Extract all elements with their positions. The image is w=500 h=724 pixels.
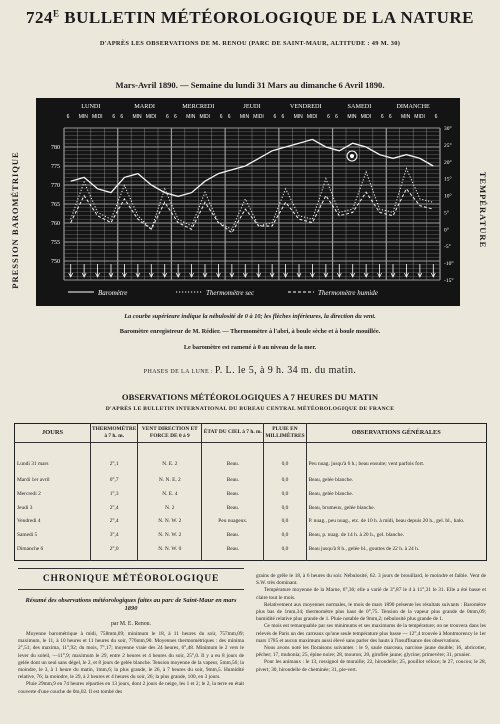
row-pluie: 0,0 xyxy=(264,518,306,532)
legend-label: Baromètre xyxy=(98,289,128,297)
temperature-tick-label: 10° xyxy=(444,193,452,200)
table-row xyxy=(15,532,487,546)
sun-symbol-core-icon xyxy=(350,154,354,158)
hour-label: 6 xyxy=(166,114,169,120)
row-vent: N. N. E. 2 xyxy=(138,477,202,491)
temperature-tick-label: -5° xyxy=(444,244,451,251)
chart-caption-2: Baromètre enregistreur de M. Rédier. — Thermomètre à l'abri, à boule sèche et à boule mouillée. xyxy=(119,328,381,335)
row-vent: N. N. W. 2 xyxy=(138,518,202,532)
hour-label: 6 xyxy=(327,114,330,120)
chronique-rule-top xyxy=(18,568,244,569)
right-paragraph-2: Température moyenne de la Marne, 6°,36; elle a varié de 3°,87 le 4 à 11°,31 le 31. Elle a été basse et claire tout le mois. xyxy=(256,587,486,601)
legend-label: Thermomètre humide xyxy=(318,289,378,297)
pressure-tick-label: 775 xyxy=(51,164,60,170)
chronique-rule-bottom xyxy=(18,589,244,590)
row-pluie: 0,0 xyxy=(264,442,306,477)
row-jour: Samedi 5 xyxy=(17,532,38,539)
hour-label: MIDI xyxy=(414,114,425,120)
hour-label: MIDI xyxy=(92,114,103,120)
hour-label: 6 xyxy=(380,114,384,120)
pressure-tick-label: 780 xyxy=(51,145,60,151)
temperature-tick-label: 30° xyxy=(444,126,452,132)
row-ciel: Beau. xyxy=(202,442,264,477)
hour-label: 6 xyxy=(281,114,285,120)
day-label: JEUDI xyxy=(243,103,261,110)
hour-label: 6 xyxy=(434,114,438,120)
moon-phases-value: P. L. le 5, à 9 h. 34 m. du matin. xyxy=(214,365,357,376)
hour-label: 6 xyxy=(388,114,392,120)
hour-label: 6 xyxy=(120,114,124,120)
table-row xyxy=(15,546,487,560)
row-thermo: 0°,7 xyxy=(91,477,138,491)
chronique-left-column xyxy=(18,631,244,723)
row-thermo: 3°,4 xyxy=(91,532,138,546)
row-thermo: 2°,0 xyxy=(91,546,138,560)
day-label: DIMANCHE xyxy=(396,103,430,110)
row-vent: N. N. W. 2 xyxy=(138,532,202,546)
hour-label: MIDI xyxy=(253,114,264,120)
hour-label: 6 xyxy=(66,114,70,120)
col-jours: JOURS xyxy=(15,424,91,443)
row-jour: Vendredi 4 xyxy=(17,518,41,525)
row-vent: N. E. 4 xyxy=(138,491,202,505)
right-paragraph-6: Pour les animaux : le 13, rossignol de muraille; 22, hirondelle; 25, pouillot véloce; le 27, coucou; le 28, pivert; 30, hirondelle de cheminée; 31, pie-vert. xyxy=(256,659,486,673)
hour-label: MIDI xyxy=(145,114,157,120)
observations-table-body xyxy=(15,442,487,561)
chronique-title: CHRONIQUE MÉTÉOROLOGIQUE xyxy=(42,574,220,584)
pressure-axis-text: PRESSION BAROMÉTRIQUE xyxy=(10,151,20,289)
pressure-axis-label xyxy=(2,140,28,300)
row-ciel: Beau. xyxy=(202,477,264,491)
hour-label: MIN xyxy=(401,114,411,120)
row-obs: Beau, gelée blanche. xyxy=(306,477,486,491)
hour-label: MIN xyxy=(132,114,142,120)
row-jour: Mercredi 2 xyxy=(17,490,41,497)
hour-label: MIN xyxy=(186,114,196,120)
hour-label: 6 xyxy=(174,114,177,120)
hour-label: 6 xyxy=(335,114,338,120)
pressure-tick-label: 770 xyxy=(51,183,60,189)
day-label: MERCREDI xyxy=(182,103,215,110)
pressure-tick-label: 755 xyxy=(51,240,60,246)
day-label: VENDREDI xyxy=(289,103,322,110)
row-vent: N. N. W. 0 xyxy=(138,546,202,560)
hour-label: MIN xyxy=(293,114,303,120)
right-paragraph-5: Nous avons noté les floraisons suivantes : le 9, saule marceau, narcisse jaune double; 16, abricotier, pêcher; 17, muhonia; 25, épine noire; 28, mouron; 20, giroflée jaune; glycine; primevère; 31, prunier. xyxy=(256,645,486,659)
hour-label: MIDI xyxy=(360,114,372,120)
row-ciel: Beau. xyxy=(202,532,264,546)
observations-subtitle: D'APRÈS LE BULLETIN INTERNATIONAL DU BUREAU CENTRAL MÉTÉOROLOGIQUE DE FRANCE xyxy=(105,406,395,412)
hour-label: 6 xyxy=(273,114,277,120)
row-thermo: 1°,3 xyxy=(91,491,138,505)
chronique-right-column xyxy=(256,573,486,723)
hour-label: MIN xyxy=(239,114,250,120)
right-paragraph-1: grains de grêle le 18, à 6 heures du soir. Nébulosité, 62. 3 jours de brouillard, le moindre et faible. Vent de S.W. très dominant. xyxy=(256,573,486,587)
day-label: SAMEDI xyxy=(347,103,372,110)
row-thermo: 2°,1 xyxy=(91,442,138,477)
pressure-tick-label: 760 xyxy=(51,221,60,227)
right-paragraph-4: Ce mois est remarquable par ses minimums et ses maximums de la température; on ne trouvera dans les relevés de Paris un des carreaux qu'une seule température plus basse — 12°,4 trouvée à Montmorency le 1er mars 1785 et aucun maximum aussi élevé sans parler des hauts à l'insuffisance des observations. xyxy=(256,623,486,644)
observations-table xyxy=(14,423,487,561)
temperature-tick-label: -10° xyxy=(444,261,454,268)
col-ciel: ÉTAT DU CIEL à 7 h. m. xyxy=(202,424,264,443)
table-row xyxy=(15,477,487,491)
resume-author: par M. E. Renou. xyxy=(111,621,151,627)
temperature-tick-label: 0° xyxy=(444,227,449,234)
row-obs: Beau, gelée blanche. xyxy=(306,491,486,505)
row-thermo: 2°,4 xyxy=(91,505,138,519)
hour-label: 6 xyxy=(227,114,231,120)
moon-phases xyxy=(0,365,500,376)
temperature-tick-label: 20° xyxy=(444,159,452,166)
row-jour: Lundi 31 mars xyxy=(17,460,49,467)
chart-caption-1: La courbe supérieure indique la nébulosité de 0 à 10; les flèches inférieures, la direction du vent. xyxy=(124,313,376,320)
temperature-tick-label: 15° xyxy=(444,176,452,183)
hour-label: MIDI xyxy=(199,114,211,120)
hour-label: MIN xyxy=(347,114,357,120)
hour-label: 6 xyxy=(112,114,116,120)
left-paragraph-1: Moyenne barométrique à midi, 758mm,09; minimum le 18, à 11 heures du soir, 757mm,09; maximum, le 11, à 10 heures et 11 heures du soir, 776mm,90. Moyennes thermométriques : des minima 2°,51; des maxima, 11°,92; du mois, 7°,17; moyenne vraie des 24 heures, 6°,48. Minimum le 2 vers le lever du soleil, —11°,9; maximum le 29, entre 2 heures et 4 heures du soir, 25°,0. Il y a eu 8 jours de gelée dont un seul sans dégel, le 2, et 8 jours de gelée blanche. Tension moyenne de la vapeur, 5mm,56; la moindre, le 3, à 1 heure du matin, 1mm,6; la plus grande, le 26, à 7 heures du soir, 9mm,5. Humidité relative, 76; la moindre, le 29, à 2 heures et 4 heures du soir, 26; la plus grande, 100, en 3 jours. xyxy=(18,631,244,681)
row-ciel: Beau. xyxy=(202,546,264,560)
bulletin-title xyxy=(0,8,500,28)
hour-label: 6 xyxy=(219,114,223,120)
col-thermo: THERMOMÈTRE à 7 h. m. xyxy=(91,424,138,443)
temperature-tick-label: -15° xyxy=(444,278,454,284)
row-vent: N. E. 2 xyxy=(138,442,202,477)
row-jour: Jeudi 3 xyxy=(17,504,33,511)
week-line: Mars-Avril 1890. — Semaine du lundi 31 Mars au dimanche 6 Avril 1890. xyxy=(115,80,385,90)
row-ciel: Peu nuageux. xyxy=(202,518,264,532)
bulletin-subtitle: D'APRÈS LES OBSERVATIONS DE M. RENOU (PARC DE SAINT-MAUR, ALTITUDE : 49 M. 30) xyxy=(99,40,401,47)
table-header-row xyxy=(15,424,487,443)
hour-label: MIN xyxy=(78,114,88,120)
bulletin-number-sup: E xyxy=(53,8,60,19)
row-obs: Beau, brumeux, gelée blanche. xyxy=(306,505,486,519)
row-ciel: Beau. xyxy=(202,491,264,505)
row-obs: Beau jusqu'à 8 h., gelée bl., gouttes de 22 h. à 24 h. xyxy=(306,546,486,560)
day-label: MARDI xyxy=(134,103,155,110)
col-vent: VENT DIRECTION ET FORCE DE 0 à 9 xyxy=(138,424,202,443)
pressure-tick-label: 750 xyxy=(51,259,60,265)
right-paragraph-3: Relativement aux moyennes normales, le mois de mars 1890 présente les résultats suivants : Baromètre plus bas de 1mm,34; thermomètre plus haut de 0°,75. Tension de la vapeur plus grande de 0mm,09; humidité relative plus grande de 1. Pluie notable de 9mm,2; nébulosité plus grande de 1. xyxy=(256,601,486,623)
row-obs: P. nuag., peu nuag., etc. de 10 h. à midi, beau depuis 20 h., gel. bl., halo. xyxy=(306,518,486,532)
day-label: LUNDI xyxy=(81,103,101,110)
row-pluie: 0,0 xyxy=(264,546,306,560)
resume-title: Résumé des observations météorologiques faites au parc de Saint-Maur en mars 1890 xyxy=(25,597,237,613)
row-jour: Mardi 1er avril xyxy=(17,477,50,484)
row-pluie: 0,0 xyxy=(264,491,306,505)
row-pluie: 0,0 xyxy=(264,477,306,491)
table-row xyxy=(15,505,487,519)
row-pluie: 0,0 xyxy=(264,505,306,519)
col-pluie: PLUIE EN MILLIMÈTRES xyxy=(264,424,306,443)
moon-phases-prefix: PHASES DE LA LUNE : xyxy=(143,369,213,375)
table-row xyxy=(15,518,487,532)
weather-chart xyxy=(36,98,460,306)
chart-caption-3: Le baromètre est ramené à 0 au niveau de la mer. xyxy=(183,344,317,351)
table-row xyxy=(15,491,487,505)
row-vent: N. 2 xyxy=(138,505,202,519)
bulletin-number: 724 xyxy=(26,8,53,27)
observations-title: OBSERVATIONS MÉTÉOROLOGIQUES A 7 HEURES DU MATIN xyxy=(121,392,379,402)
col-generales: OBSERVATIONS GÉNÉRALES xyxy=(306,424,486,443)
left-paragraph-2: Pluie 29mm,9 en 74 heures réparties en 13 jours, dont 2 jours de neige, les 1 et 2; le 2, la terre en était couverte d'une couche de 0m,02. Il est tombé des xyxy=(18,681,244,695)
row-pluie: 0,0 xyxy=(264,532,306,546)
row-obs: Peu nuag. jusqu'à 6 h.; beau ensuite; vent parfois fort. xyxy=(306,442,486,477)
hour-label: MIDI xyxy=(306,114,318,120)
row-obs: Beau, p. nuag. de 14 h. à 20 h., gel. blanche. xyxy=(306,532,486,546)
temperature-axis-text: TEMPÉRATURE xyxy=(478,171,488,249)
row-ciel: Beau. xyxy=(202,505,264,519)
temperature-tick-label: 25° xyxy=(444,142,452,149)
temperature-tick-label: 5° xyxy=(444,210,449,217)
chart-background xyxy=(36,98,460,306)
legend-label: Thermomètre sec xyxy=(206,289,255,297)
temperature-axis-label xyxy=(470,130,496,290)
bulletin-title-text: BULLETIN MÉTÉOROLOGIQUE DE LA NATURE xyxy=(64,8,474,27)
row-jour: Dimanche 6 xyxy=(17,546,44,553)
pressure-tick-label: 765 xyxy=(51,202,60,208)
row-thermo: 2°,4 xyxy=(91,518,138,532)
table-row xyxy=(15,442,487,477)
